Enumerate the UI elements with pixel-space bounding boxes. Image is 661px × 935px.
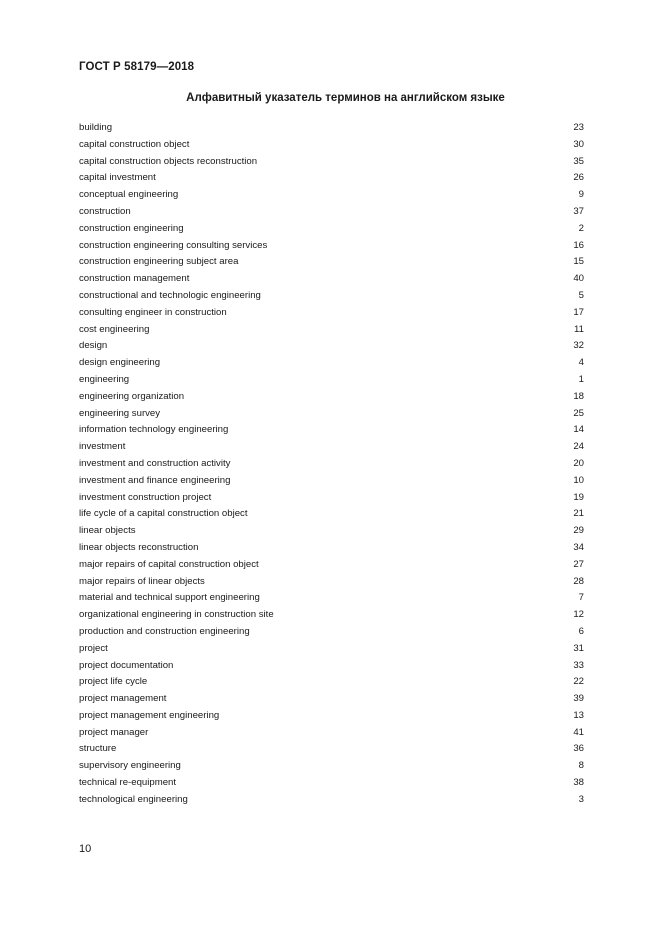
index-entry	[79, 120, 584, 137]
index-entry	[79, 741, 584, 758]
index-term: major repairs of linear objects	[79, 575, 205, 587]
index-term: supervisory engineering	[79, 760, 181, 772]
index-term: investment and construction activity	[79, 457, 231, 469]
index-term-number: 38	[573, 777, 584, 789]
index-term-number: 5	[578, 289, 584, 301]
index-term: building	[79, 122, 113, 133]
index-entry	[79, 271, 584, 288]
index-entry	[79, 540, 584, 557]
index-term: conceptual engineering	[79, 189, 179, 201]
index-term-number: 7	[578, 592, 584, 604]
index-term-number: 15	[573, 256, 584, 268]
index-entry	[79, 355, 584, 372]
index-term-number: 2	[578, 222, 584, 234]
index-term: construction engineering subject area	[79, 256, 239, 268]
index-term: project manager	[79, 726, 149, 738]
index-term: capital construction object	[79, 138, 190, 150]
index-term: project documentation	[79, 659, 174, 671]
index-term-number: 4	[578, 357, 584, 369]
index-entry	[79, 490, 584, 507]
index-term: linear objects	[79, 525, 136, 537]
index-term-number: 8	[578, 760, 584, 772]
index-term: engineering	[79, 373, 130, 385]
index-term-number: 32	[573, 340, 584, 352]
index-term: organizational engineering in construction site	[79, 609, 274, 621]
index-entry	[79, 658, 584, 675]
index-term: construction engineering	[79, 222, 184, 234]
index-term-number: 41	[573, 726, 584, 738]
index-entry	[79, 372, 584, 389]
index-term: project management engineering	[79, 709, 220, 721]
index-entry	[79, 187, 584, 204]
index-term-number: 21	[573, 508, 584, 520]
section-title: Алфавитный указатель терминов на английском языке	[186, 92, 505, 104]
index-entry	[79, 406, 584, 423]
index-entry	[79, 254, 584, 271]
index-entry	[79, 590, 584, 607]
index-entry	[79, 624, 584, 641]
index-entry	[79, 204, 584, 221]
index-entry	[79, 557, 584, 574]
index-term: capital investment	[79, 172, 156, 184]
index-term: investment construction project	[79, 491, 212, 503]
index-entry	[79, 607, 584, 624]
index-term-number: 35	[573, 155, 584, 167]
index-term-number: 23	[573, 122, 584, 133]
index-term-number: 18	[573, 390, 584, 402]
index-term-number: 9	[578, 189, 584, 201]
index-entry	[79, 238, 584, 255]
term-index-list	[79, 120, 584, 809]
index-term-number: 12	[573, 609, 584, 621]
index-entry	[79, 322, 584, 339]
index-entry	[79, 574, 584, 591]
index-term-number: 39	[573, 693, 584, 705]
index-entry	[79, 305, 584, 322]
index-term: material and technical support engineering	[79, 592, 260, 604]
index-term: technical re-equipment	[79, 777, 177, 789]
index-term-number: 28	[573, 575, 584, 587]
index-term: design	[79, 340, 108, 352]
index-term-number: 31	[573, 642, 584, 654]
index-term: consulting engineer in construction	[79, 306, 227, 318]
index-term: engineering organization	[79, 390, 185, 402]
index-term-number: 3	[578, 793, 584, 805]
document-code: ГОСТ Р 58179—2018	[79, 61, 195, 73]
index-term: capital construction objects reconstruction	[79, 155, 258, 167]
index-term-number: 29	[573, 525, 584, 537]
index-term: engineering survey	[79, 407, 161, 419]
index-entry	[79, 691, 584, 708]
index-term: design engineering	[79, 357, 161, 369]
index-term-number: 11	[574, 323, 584, 335]
index-term-number: 37	[573, 205, 584, 217]
page-number: 10	[79, 843, 92, 855]
index-term-number: 25	[573, 407, 584, 419]
index-term-number: 34	[573, 541, 584, 553]
index-term: construction	[79, 205, 131, 217]
index-term: project management	[79, 693, 167, 705]
index-term: investment	[79, 441, 126, 453]
index-term: technological engineering	[79, 793, 188, 805]
index-term: construction engineering consulting services	[79, 239, 268, 251]
index-entry	[79, 338, 584, 355]
index-term: project	[79, 642, 108, 654]
index-entry	[79, 775, 584, 792]
index-term-number: 17	[573, 306, 584, 318]
index-entry	[79, 221, 584, 238]
index-term-number: 26	[573, 172, 584, 184]
index-term-number: 20	[573, 457, 584, 469]
index-term: major repairs of capital construction object	[79, 558, 259, 570]
index-entry	[79, 137, 584, 154]
index-term-number: 10	[573, 474, 584, 486]
index-entry	[79, 523, 584, 540]
index-entry	[79, 641, 584, 658]
index-term-number: 36	[573, 743, 584, 755]
index-entry	[79, 456, 584, 473]
index-term: constructional and technologic engineering	[79, 289, 261, 301]
index-entry	[79, 473, 584, 490]
index-term: construction management	[79, 273, 190, 285]
index-entry	[79, 288, 584, 305]
index-term-number: 40	[573, 273, 584, 285]
index-term: life cycle of a capital construction object	[79, 508, 248, 520]
index-term-number: 27	[573, 558, 584, 570]
index-term-number: 16	[573, 239, 584, 251]
index-term: cost engineering	[79, 323, 150, 335]
index-term-number: 14	[573, 424, 584, 436]
index-entry	[79, 154, 584, 171]
index-term-number: 22	[573, 676, 584, 688]
index-term: information technology engineering	[79, 424, 229, 436]
index-term-number: 30	[573, 138, 584, 150]
index-term-number: 33	[573, 659, 584, 671]
index-term-number: 24	[573, 441, 584, 453]
index-entry	[79, 708, 584, 725]
index-term: linear objects reconstruction	[79, 541, 199, 553]
index-entry	[79, 506, 584, 523]
index-term-number: 19	[573, 491, 584, 503]
index-term: production and construction engineering	[79, 625, 250, 637]
index-entry	[79, 758, 584, 775]
index-entry	[79, 674, 584, 691]
index-entry	[79, 792, 584, 809]
index-entry	[79, 389, 584, 406]
index-term: project life cycle	[79, 676, 148, 688]
index-entry	[79, 725, 584, 742]
index-entry	[79, 439, 584, 456]
index-entry	[79, 170, 584, 187]
index-term-number: 1	[578, 373, 584, 385]
index-term-number: 13	[573, 709, 584, 721]
index-term-number: 6	[578, 625, 584, 637]
index-term: structure	[79, 743, 117, 755]
index-entry	[79, 422, 584, 439]
index-term: investment and finance engineering	[79, 474, 231, 486]
